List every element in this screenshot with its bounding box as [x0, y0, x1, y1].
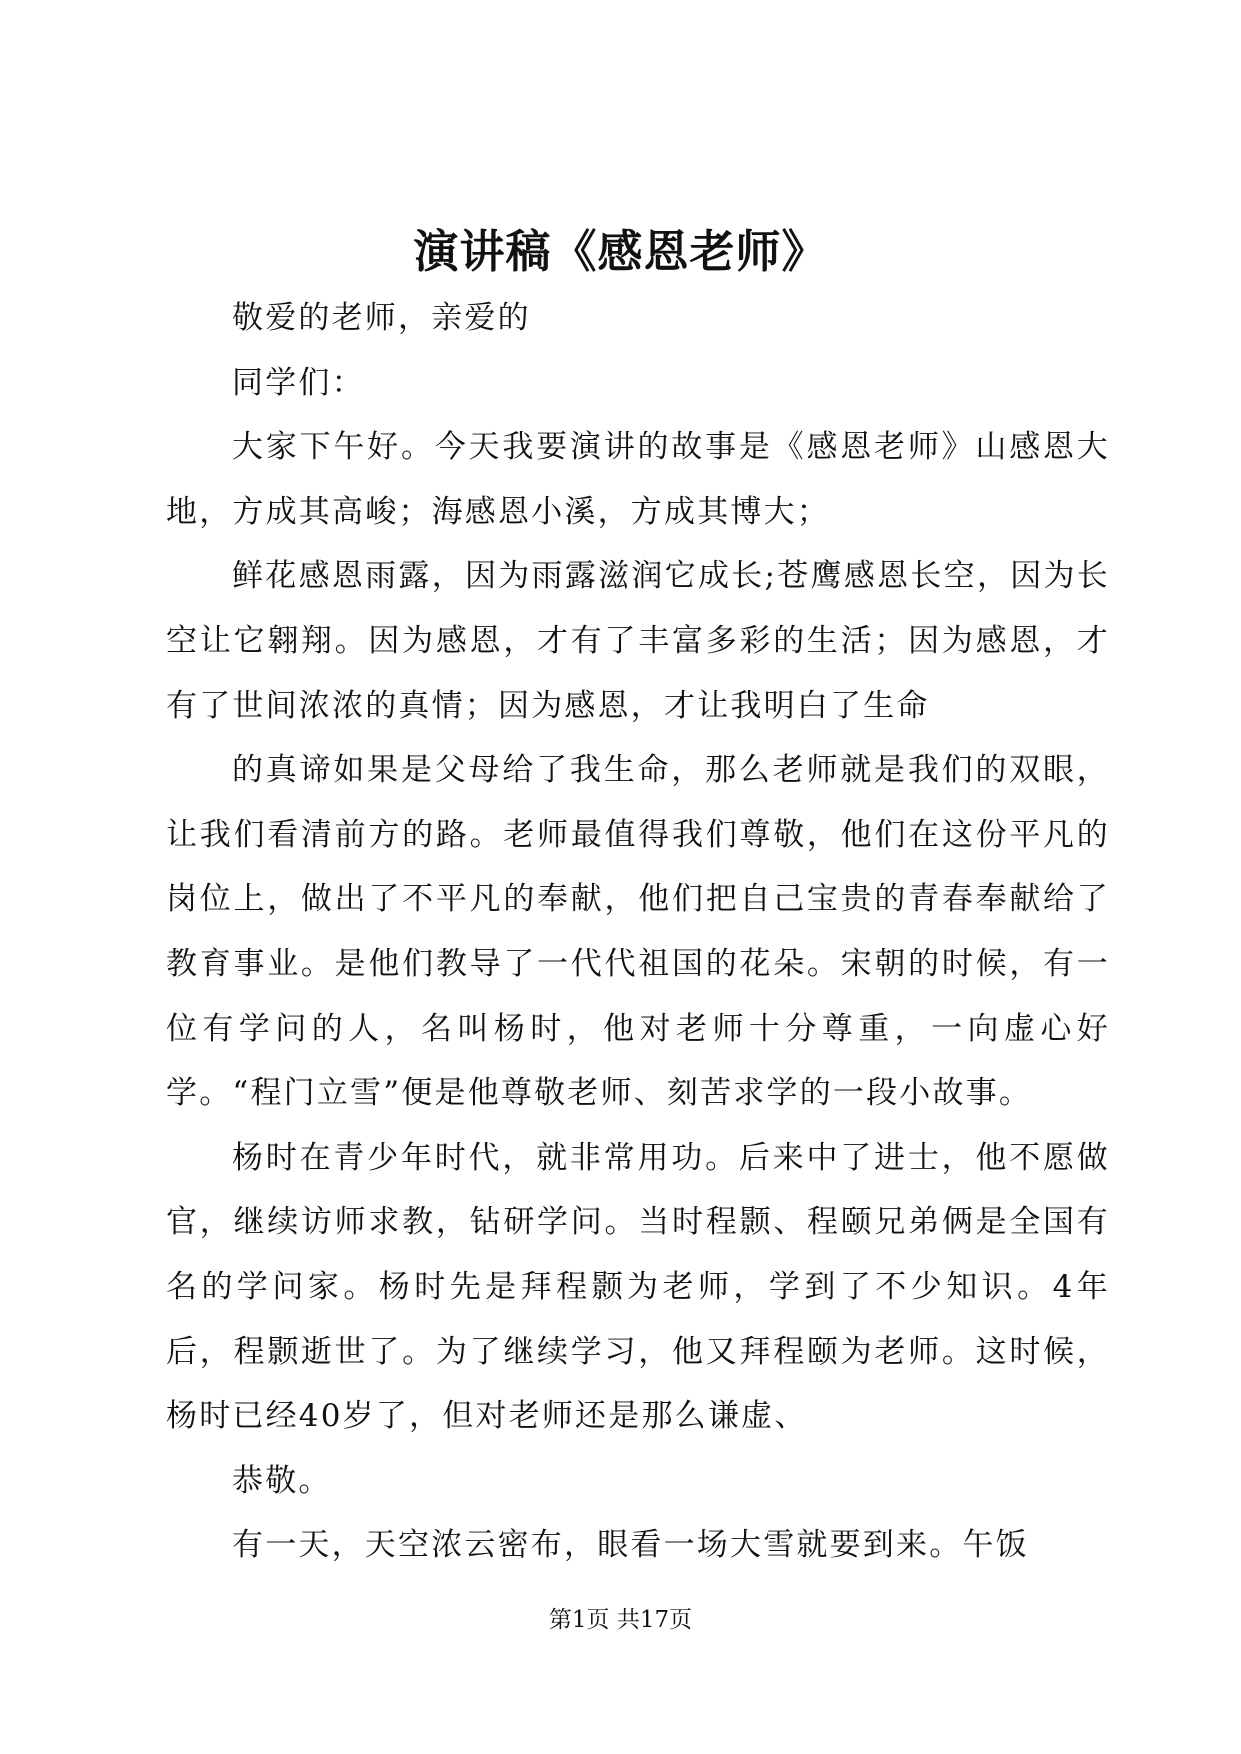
paragraph: 大家下午好。今天我要演讲的故事是《感恩老师》山感恩大地，方成其高峻；海感恩小溪，方成其博大； [166, 429, 1110, 530]
paragraph: 敬爱的老师，亲爱的 [232, 300, 531, 336]
page-footer: 第1页 共17页 [548, 1607, 693, 1633]
paragraph: 有一天，天空浓云密布，眼看一场大雪就要到来。午饭 [232, 1527, 1029, 1564]
document-body [166, 286, 1110, 1578]
paragraph: 恭敬。 [232, 1462, 332, 1499]
paragraph: 的真谛如果是父母给了我生命，那么老师就是我们的双眼，让我们看清前方的路。老师最值得我们尊敬，他们在这份平凡的岗位上，做出了不平凡的奉献，他们把自己宝贵的青春奉献给了教育事业。是他们教导了一代代祖国的花朵。宋朝的时候，有一位有学问的人，名叫杨时，他对老师十分尊重，一向虚心好学。“程门立雪”便是他尊敬老师、刻苦求学的一段小故事。 [166, 752, 1110, 1112]
paragraph: 鲜花感恩雨露，因为雨露滋润它成长;苍鹰感恩长空，因为长空让它翱翔。因为感恩，才有了丰富多彩的生活；因为感恩，才有了世间浓浓的真情；因为感恩，才让我明白了生命 [166, 558, 1110, 724]
paragraph: 杨时在青少年时代，就非常用功。后来中了进士，他不愿做官，继续访师求教，钻研学问。当时程颢、程颐兄弟俩是全国有名的学问家。杨时先是拜程颢为老师，学到了不少知识。4年后，程颢逝世了。为了继续学习，他又拜程颐为老师。这时候，杨时已经40岁了，但对老师还是那么谦虚、 [166, 1139, 1110, 1435]
document-title: 演讲稿《感恩老师》 [413, 225, 828, 278]
paragraph: 同学们： [232, 364, 365, 401]
